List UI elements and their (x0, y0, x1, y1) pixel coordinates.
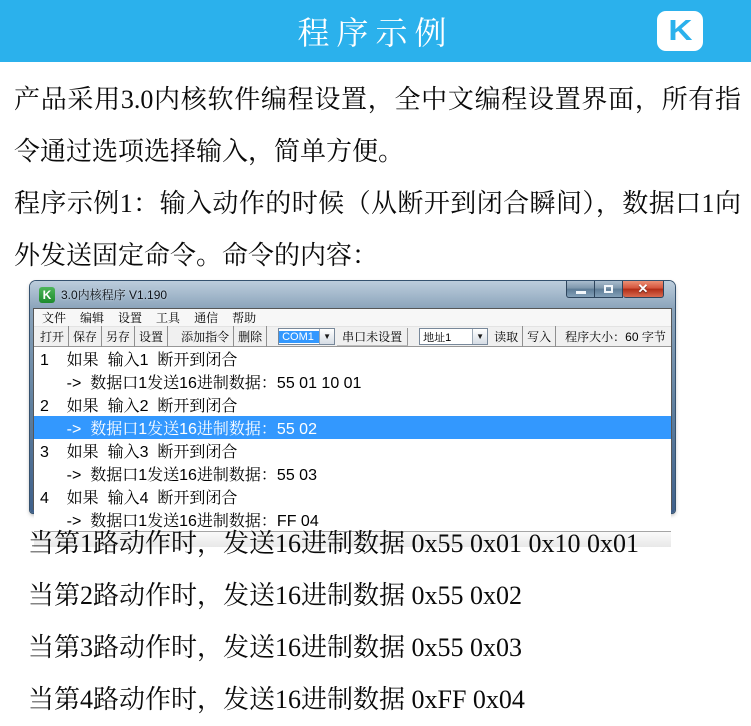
summary-line-4: 当第4路动作时，发送16进制数据 0xFF 0x04 (28, 685, 525, 714)
minimize-button[interactable] (566, 281, 595, 298)
window-titlebar (30, 281, 675, 308)
edit-button-group (177, 327, 267, 346)
program-row[interactable]: -> 数据口1发送16进制数据：FF 04 (40, 513, 319, 530)
com-port-value: COM1 (279, 331, 319, 343)
com-port-select[interactable] (278, 328, 335, 345)
menu-item-2[interactable]: 编辑 (80, 311, 105, 325)
minimize-icon (576, 291, 586, 294)
toolbar-button-rw-2[interactable]: 写入 (523, 326, 556, 347)
toolbar-button-edit-2[interactable]: 删除 (234, 326, 267, 347)
logo-letter: K (667, 14, 693, 47)
file-button-group (36, 327, 168, 346)
serial-status-label: 串口未设置 (337, 328, 408, 346)
menu-item-5[interactable]: 通信 (194, 311, 219, 325)
program-size-label: 程序大小：60 字节 (565, 330, 666, 344)
page-header (0, 0, 751, 62)
toolbar-button-rw-1[interactable]: 读取 (490, 326, 523, 347)
page-title: 程序示例 (297, 15, 454, 51)
toolbar-button-1[interactable]: 打开 (36, 326, 69, 347)
address-value: 地址1 (423, 331, 452, 344)
maximize-icon (604, 285, 613, 293)
window-title: 3.0内核程序 V1.190 (61, 288, 168, 302)
program-list (34, 347, 671, 532)
summary-line-3: 当第3路动作时，发送16进制数据 0x55 0x03 (28, 633, 523, 662)
toolbar-button-2[interactable]: 保存 (69, 326, 102, 347)
menu-item-3[interactable]: 设置 (118, 311, 143, 325)
program-row[interactable]: 2 如果 输入2 断开到闭合 (40, 398, 238, 415)
menu-item-6[interactable]: 帮助 (232, 311, 257, 325)
chevron-down-icon[interactable]: ▼ (319, 329, 334, 344)
brand-logo-icon (657, 11, 703, 51)
program-row[interactable]: 3 如果 输入3 断开到闭合 (40, 444, 238, 461)
maximize-button[interactable] (595, 281, 623, 298)
close-button[interactable]: ✕ (623, 281, 664, 298)
app-icon: K (39, 287, 55, 303)
summary-line-1: 当第1路动作时，发送16进制数据 0x55 0x01 0x10 0x01 (28, 529, 640, 558)
program-row[interactable]: 4 如果 输入4 断开到闭合 (40, 490, 238, 507)
app-window (30, 281, 675, 530)
summary-line-2: 当第2路动作时，发送16进制数据 0x55 0x02 (28, 581, 523, 610)
menu-item-1[interactable]: 文件 (42, 311, 67, 325)
menu-bar (34, 309, 671, 326)
program-row[interactable]: 1 如果 输入1 断开到闭合 (40, 352, 238, 369)
chevron-down-icon[interactable]: ▼ (472, 329, 487, 344)
toolbar (34, 326, 671, 347)
window-client-area (33, 308, 672, 530)
window-controls (566, 281, 664, 298)
program-row-selected[interactable]: -> 数据口1发送16进制数据：55 02 (34, 416, 671, 439)
toolbar-button-4[interactable]: 设置 (135, 326, 168, 347)
menu-item-4[interactable]: 工具 (156, 311, 181, 325)
intro-paragraph-2: 程序示例1：输入动作的时候（从断开到闭合瞬间），数据口1向外发送固定命令。命令的内容： (14, 189, 741, 270)
address-select[interactable] (419, 328, 488, 345)
intro-paragraph-1: 产品采用3.0内核软件编程设置，全中文编程设置界面，所有指令通过选项选择输入，简单方便。 (14, 85, 741, 166)
read-write-button-group (490, 327, 556, 346)
toolbar-button-3[interactable]: 另存 (102, 326, 135, 347)
toolbar-button-edit-1[interactable]: 添加指令 (177, 326, 234, 347)
program-row[interactable]: -> 数据口1发送16进制数据：55 03 (40, 467, 317, 484)
program-row[interactable]: -> 数据口1发送16进制数据：55 01 10 01 (40, 375, 362, 392)
summary-block (28, 518, 639, 726)
